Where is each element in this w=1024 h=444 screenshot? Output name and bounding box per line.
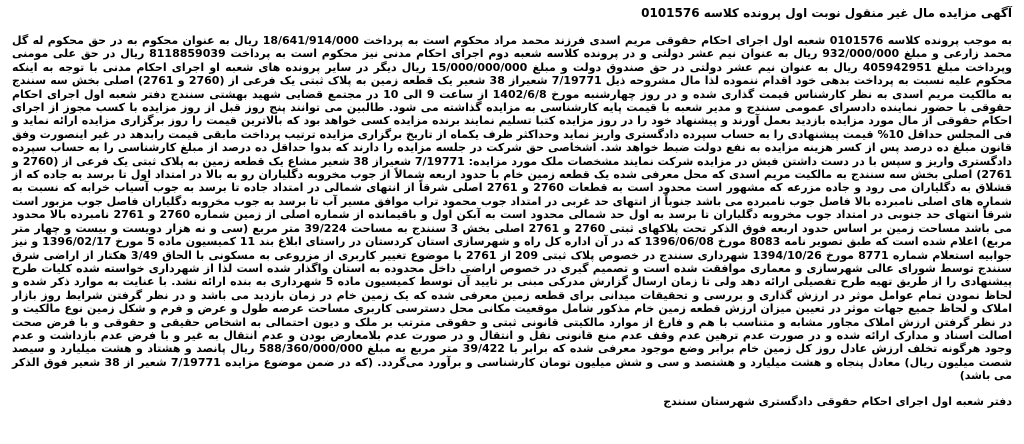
notice-title: آگهی مزایده مال غیر منقول نوبت اول پرونده کلاسه 0101576 [641, 6, 1012, 20]
notice-signature: دفتر شعبه اول اجرای احکام حقوقی دادگستری شهرستان سنندج [663, 394, 1012, 408]
notice-body: به موجب پرونده کلاسه 0101576 شعبه اول اجرای احکام حقوقی مریم اسدی فرزند محمد مراد محکوم است به پرداخت 18/641/914/000 ریال به عنوان محکوم به در حق محکوم له گل محمد زارعی و مبلغ 932/000/000 ریال به عنوان نیم عشر دولتی و در پرونده کلاسه شعبه دوم اجرای احکام مدنی نیز محکوم است به پرداخت 8118859039 ریال در حق علی مومنی وپرداخت مبلغ 405942951 ریال به عنوان نیم عشر دولتی در حق صندوق دولت و مبلغ 15/000/000/000 ریال دیگر در سایر پرونده های شعبه او اجرای احکام مدنی با توجه به اینکه محکوم علیه نسبت به پرداخت بدهی خود اقدام ننموده لذا مال مشروحه ذیل 7/19771 شعیراز 38 شعیر یک قطعه زمین به پلاک ثبتی یک فرعی از (2760 و 2761) اصلی بخش سه سنندج به مالکیت مریم اسدی به نظر کارشناس قیمت گذاری شده و در روز چهارشنبه مورخ 1402/6/8 از ساعت 9 الی 10 در مجتمع قضایی شهید بهشتی سنندج دفتر شعبه اول اجرای احکام حقوقی با حضور نماینده دادسرای عمومی سنندج و مدیر شعبه با قیمت پایه کارشناسی به مزایده گذاشته می شود. طالبین می توانند پنج روز قبل از روز مزایده با کسب مجوز از اجرای احکام حقوقی از مال مورد مزایده بازدید بعمل آورند و پیشنهاد خود را در روز مزایده کتبا تسلیم نمایند برنده مزایده کسی خواهد بود که بالاترین قیمت را روز برگزاری مزایده ارائه نماید و فی المجلس حداقل 10% قیمت پیشنهادی را به حساب سپرده دادگستری واریز نماید وحداکثر ظرف یکماه از تاریخ برگزاری مزایده ترتیب پرداخت مابقی قیمت رابدهد در غیر اینصورت وفق قانون مبلغ ده درصد پس از کسر هزینه مزایده به نفع دولت ضبط خواهد شد. اشخاصی حق شرکت در جلسه مزایده را دارند که بدوا حداقل ده درصد از مبلغ کارشناسی را به حساب سپرده دادگستری واریز و سپس با در دست داشتن فیش در مزایده شرکت نمایند مشخصات ملک مورد مزایده: 7/19771 شعیراز 38 شعیر مشاع یک قطعه زمین به پلاک ثبتی یک فرعی از (2760 و 2761) اصلی بخش سه سنندج به مالکیت مریم اسدی که محل معرفی شده یک قطعه زمین خام با حدود اربعه شمالاً از جوب مخروبه دگلیاران رو به بالا در امتداد اول تا برسد به جاده که از قشلاق به دگلیاران می رود و جاده مزرعه که مشهور است محدود است به قطعات 2760 و 2761 اصلی شرقاً از انتهای شمالی در امتداد جاده تا برسد به جوب آسیاب خرابه که نسبت به شماره های اصلی نامبرده بالا فاصل جوب نامبرده می باشد جنوباً از انتهای حد غربی در امتداد جوب محمود تراب موافق مسیر آب تا برسد به جوب مخروبه دگلیاران فاصل جوب مزبور است شرقاً انتهای حد جنوبی در امتداد جوب مخروبه دگلیاران تا برسد به اول حد شمالی محدود است به آبکن اول و باقیمانده از شماره اصلی از زمین شماره 2760 و 2761 نامبرده بالا محدود می باشد مساحت زمین بر اساس حدود اربعه فوق الذکر تحت پلاکهای ثبتی 2760 و 2761 اصلی بخش 3 سنندج به مساحت 39/224 متر مربع (سی و نه هزار دویست و بیست و چهار متر مربع) اعلام شده است که طبق تصویر نامه 8083 مورخ 1396/06/08 که در آن اداره کل راه و شهرسازی استان کردستان در راستای ابلاغ بند 11 کمیسیون ماده 5 مورخ 1396/02/17 و نیز جوابیه استعلام شماره 8771 مورخ 1394/10/26 شهرداری سنندج در خصوص پلاک ثبتی 209 از 2761 با موضوع تغییر کاربری از مزروعی به مسکونی با الحاق 3/49 هکتار از اراضی شرق سنندج توسط شورای عالی شهرسازی و معماری موافقت شده است و تصمیم گیری در خصوص اراضی داخل محدوده به استان واگذار شده است لذا از شهرداری خواسته شده کلیات طرح پیشنهادی را از طریق تهیه طرح تفصیلی ارائه دهد ولی تا زمان ارسال گزارش مدرکی مبنی بر تایید آن توسط کمیسیون ماده 5 شهرداری به بنده ارائه نشد. با عنایت به موارد ذکر شده و لحاظ نمودن تمام عوامل موثر در ارزش گذاری و بررسی و تحقیقات میدانی برای قطعه زمین معرفی شده که یک زمین خام در زمان بازدید می باشد و در نظر گرفتن شرایط روز بازار املاک و لحاظ جمیع جهات موثر در تعیین میزان ارزش قطعه زمین خام مذکور شامل موقعیت مکانی محل دسترسی کاربری مساحت عرصه طول و عرض و فرم و شکل زمین نوع مالکیت و در نظر گرفتن ارزش املاک مجاور مشابه و متناسب با هم و فارغ از موارد مالکیتی قانونی ثبتی و حقوقی مترتب بر ملک و دیون احتمالی به اشخاص حقیقی و حقوقی و با فرض صحت اصالت اسناد و مدارک ارائه شده و در صورت عدم ترهین عدم وقف عدم منع قانونی نقل و انتقال و در صورت عدم بلامعارض بودن و عدم انتقال به غیر و با فرض عدم بازداشت و عدم وجود هرگونه تخلف ارزش عادل روز کل زمین خام برابر وضع موجود معرفی شده که برابر با 39/422 متر مربع به مبلغ 588/360/000/000 ریال پانصد و هشتاد و هشت میلیارد و سیصد شصت میلیون ریال) معادل پنجاه و هشت میلیارد و هشتصد و سی و شش میلیون تومان کارشناسی و برآورد می‌گردد. (که در ضمن موضوع مزایده 7/19771 شعیر از 38 شعیر فوق الذکر می باشد) [12, 34, 1013, 383]
